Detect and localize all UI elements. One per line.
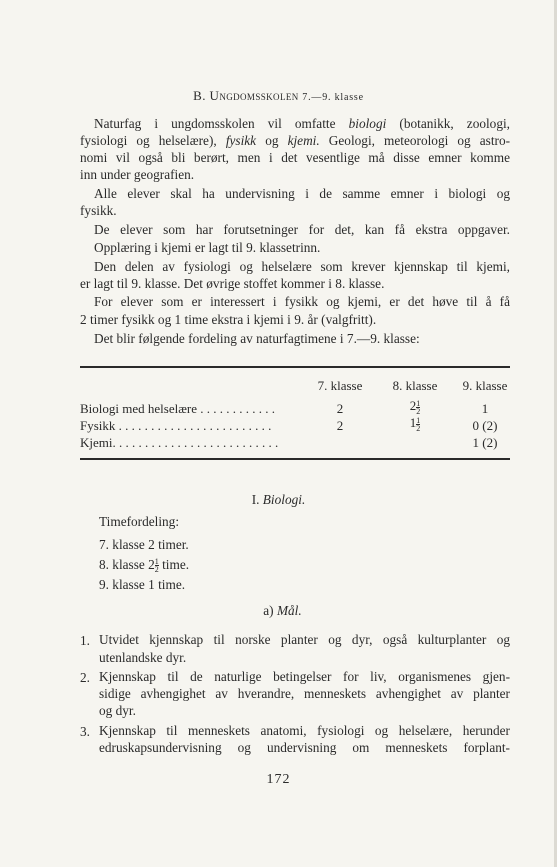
text-line: De elever som har forutsetninger for det, kan få ekstra oppgaver. xyxy=(94,222,510,237)
text-line: For elever som er interessert i fysikk og kjemi, er det høve til å få xyxy=(94,294,510,309)
timefordeling-item: 9. klasse 1 time. xyxy=(99,577,186,592)
table-header: 9. klasse xyxy=(462,378,508,393)
heading-grades: 7.—9. klasse xyxy=(302,92,364,103)
list-item-line: edruskapsundervisning og undervisning om menneskets forplant- xyxy=(99,740,510,755)
text-line: Det blir følgende fordeling av naturfagtimene i 7.—9. klasse: xyxy=(94,331,420,346)
text-line: nomi vil også bli berørt, men i det vesentlige må disse emner komme xyxy=(80,150,510,165)
table-top-rule xyxy=(80,366,510,368)
table-cell: 2 xyxy=(336,401,344,416)
table-cell: 2 $\frac{1}{2}$ xyxy=(409,398,421,416)
list-number: 2. xyxy=(80,670,90,685)
text-line: fysikk. xyxy=(80,203,117,218)
table-row-label: Biologi med helselære . . . . . . . . . . . . xyxy=(80,401,275,416)
list-item-line: Kjennskap til de naturlige betingelser for liv, organismenes gjen- xyxy=(99,669,510,684)
text-line: 2 timer fysikk og 1 time ekstra i kjemi i 9. år (valgfritt). xyxy=(80,312,377,327)
list-item-line: Kjennskap til menneskets anatomi, fysiologi og helselære, herunder xyxy=(99,723,510,738)
list-number: 1. xyxy=(80,633,90,648)
list-item-line: sidige avhengighet av hverandre, menneskets avhengighet av planter xyxy=(99,686,510,701)
list-item-line: utenlandske dyr. xyxy=(99,650,187,665)
table-cell: 0 (2) xyxy=(472,418,498,433)
list-number: 3. xyxy=(80,724,90,739)
table-bottom-rule xyxy=(80,458,510,460)
timefordeling-item: 8. klasse 2 $\frac{1}{2}$ time. xyxy=(99,557,190,575)
table-header: 8. klasse xyxy=(392,378,438,393)
list-item-line: og dyr. xyxy=(99,703,136,718)
text-line: er lagt til 9. klasse. Det øvrige stoffet kommer i 8. klasse. xyxy=(80,276,385,291)
table-cell: 1 $\frac{1}{2}$ xyxy=(409,415,421,433)
text-line: Naturfag i ungdomsskolen vil omfatte biologi (botanikk, zoologi, xyxy=(94,116,511,131)
table-cell: 1 (2) xyxy=(472,435,498,450)
text-line: Alle elever skal ha undervisning i de samme emner i biologi og xyxy=(94,186,510,201)
table-header: 7. klasse xyxy=(317,378,363,393)
table-row-label: Fysikk . . . . . . . . . . . . . . . . . . . . . . . . xyxy=(80,418,272,433)
section-heading: B. Ungdomsskolen 7.—9. klasse xyxy=(193,88,364,103)
timefordeling-label: Timefordeling: xyxy=(99,514,180,529)
table-cell: 2 xyxy=(336,418,344,433)
text-line: Opplæring i kjemi er lagt til 9. klassetrinn. xyxy=(94,240,321,255)
text-line: Den delen av fysiologi og helselære som krever kjennskap til kjemi, xyxy=(94,259,510,274)
timefordeling-item: 7. klasse 2 timer. xyxy=(99,537,189,552)
subsection-title: a) Mål. xyxy=(263,603,302,618)
heading-title: Ungdomsskolen xyxy=(209,88,299,103)
section-title: I. Biologi. xyxy=(251,492,306,507)
text-line: inn under geografien. xyxy=(80,167,195,182)
text-line: fysiologi og helselære), fysikk og kjemi. Geologi, meteorologi og astro- xyxy=(80,133,511,148)
table-row-label: Kjemi. . . . . . . . . . . . . . . . . . . . . . . . . . xyxy=(80,435,279,450)
table-cell: 1 xyxy=(481,401,489,416)
page-number: 172 xyxy=(266,772,291,787)
list-item-line: Utvidet kjennskap til norske planter og dyr, også kulturplanter og xyxy=(99,632,510,647)
